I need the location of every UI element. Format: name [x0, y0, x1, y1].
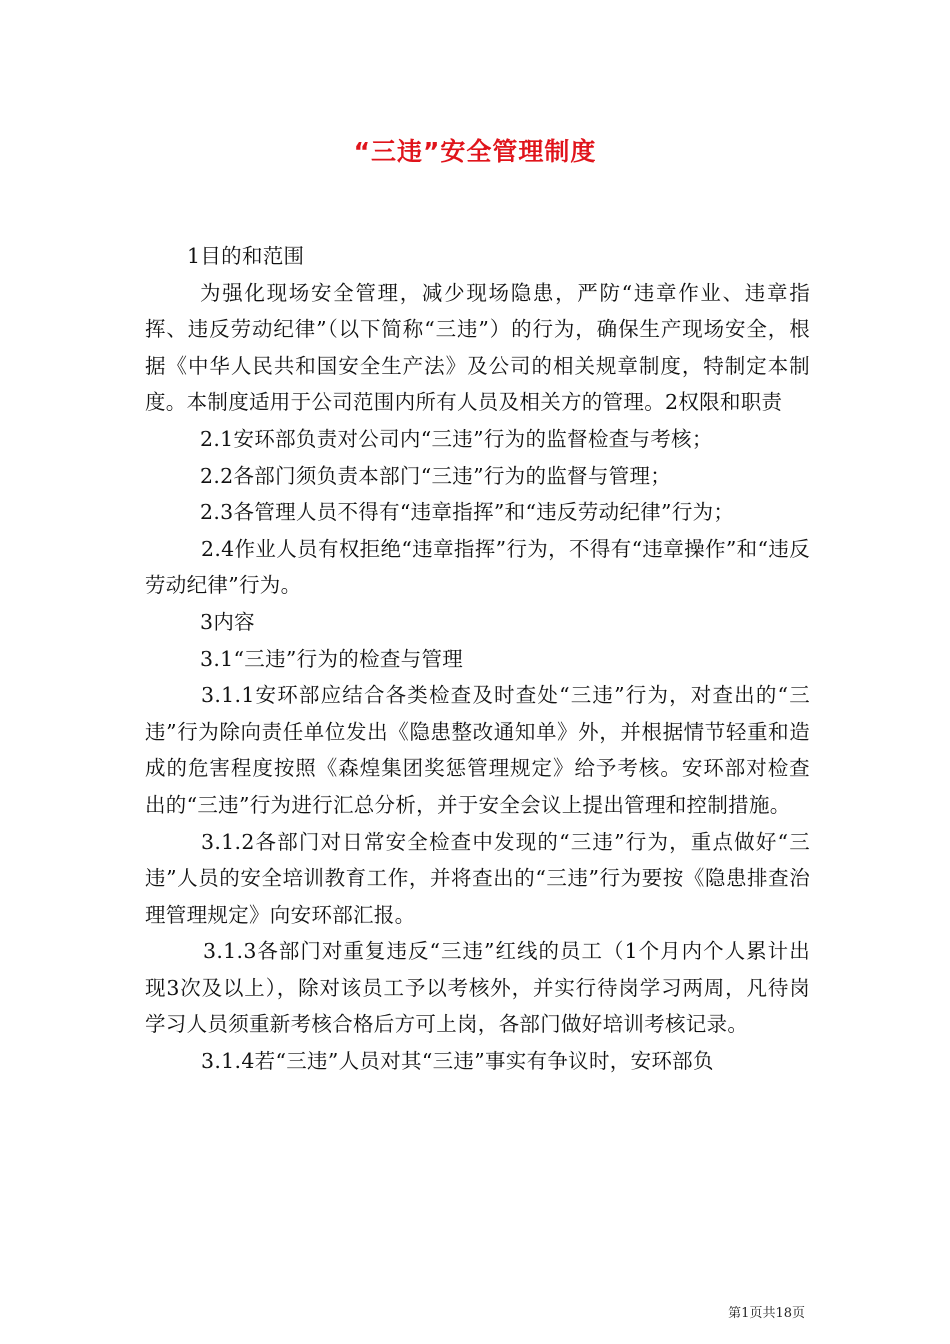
paragraph-3-1-4: 3.1.4若“三违”人员对其“三违”事实有争议时，安环部负: [201, 1049, 714, 1074]
section-heading-content: 3内容: [200, 609, 255, 634]
paragraph-purpose: 为强化现场安全管理，减少现场隐患，严防“违章作业、违章指挥、违反劳动纪律”（以下简称“三违”）的行为，确保生产现场安全，根据《中华人民共和国安全生产法》及公司的相关规章制度，特制定本制度。本制度适用于公司范围内所有人员及相关方的管理。2权限和职责: [145, 280, 810, 415]
document-title: “三违”安全管理制度: [353, 137, 597, 166]
paragraph-2-3: 2.3各管理人员不得有“违章指挥”和“违反劳动纪律”行为；: [200, 500, 735, 525]
section-heading-3-1: 3.1“三违”行为的检查与管理: [200, 646, 464, 671]
page-number-footer: 第1页共18页: [728, 1306, 805, 1321]
paragraph-3-1-1: 3.1.1安环部应结合各类检查及时查处“三违”行为，对查出的“三违”行为除向责任单位发出《隐患整改通知单》外，并根据情节轻重和造成的危害程度按照《森煌集团奖惩管理规定》给予考核。安环部对检查出的“三违”行为进行汇总分析，并于安全会议上提出管理和控制措施。: [145, 683, 810, 817]
paragraph-3-1-2: 3.1.2各部门对日常安全检查中发现的“三违”行为，重点做好“三违”人员的安全培训教育工作，并将查出的“三违”行为要按《隐患排查治理管理规定》向安环部汇报。: [145, 829, 810, 927]
paragraph-2-4: 2.4作业人员有权拒绝“违章指挥”行为，不得有“违章操作”和“违反劳动纪律”行为。: [145, 536, 810, 598]
document-body: [145, 238, 810, 1080]
paragraph-3-1-3: 3.1.3各部门对重复违反“三违”红线的员工（1个月内个人累计出现3次及以上），除对该员工予以考核外，并实行待岗学习两周，凡待岗学习人员须重新考核合格后方可上岗，各部门做好培训考核记录。: [145, 939, 810, 1037]
paragraph-2-2: 2.2各部门须负责本部门“三违”行为的监督与管理；: [200, 463, 672, 488]
paragraph-2-1: 2.1安环部负责对公司内“三违”行为的监督检查与考核；: [200, 426, 713, 451]
section-heading-purpose: 1目的和范围: [187, 244, 305, 268]
